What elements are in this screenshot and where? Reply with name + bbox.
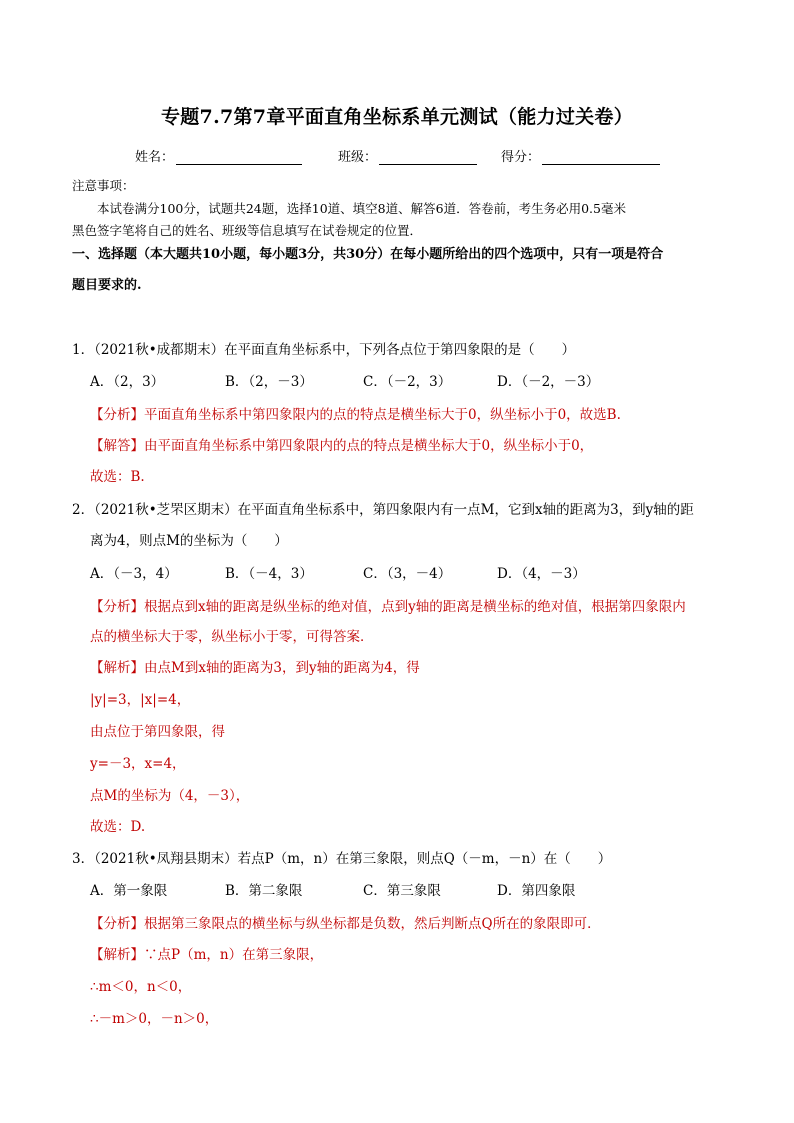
q1-conclusion: 故选：B.: [90, 469, 145, 485]
q2-option-b: B．（－4，3）: [225, 566, 313, 582]
class-blank: [379, 150, 477, 165]
q1-analysis: 【分析】平面直角坐标系中第四象限内的点的特点是横坐标大于0，纵坐标小于0，故选B.: [90, 407, 621, 423]
section-1-heading-line-2: 题目要求的.: [72, 278, 142, 293]
q1-option-a: A．（2，3）: [90, 374, 165, 390]
q2-answer-line-1: 【解析】由点M到x轴的距离为3，到y轴的距离为4，得: [90, 660, 420, 676]
q2-answer-line-3: 由点位于第四象限，得: [90, 724, 225, 740]
notice-heading: 注意事项：: [72, 178, 135, 193]
q3-option-a: A．第一象限: [90, 883, 168, 899]
q2-stem-line-1: 2．（2021秋•芝罘区期末）在平面直角坐标系中，第四象限内有一点M，它到x轴的距离为3，到y轴的距: [72, 502, 694, 518]
q3-option-b: B．第二象限: [225, 883, 303, 899]
q1-option-b: B．（2，－3）: [225, 374, 313, 390]
q2-answer-line-4: y=－3，x=4，: [90, 756, 186, 772]
page-title: 专题7.7第7章平面直角坐标系单元测试（能力过关卷）: [160, 106, 634, 128]
q2-stem-line-2: 离为4，则点M的坐标为（ ）: [90, 533, 288, 549]
q3-analysis: 【分析】根据第三象限点的横坐标与纵坐标都是负数，然后判断点Q所在的象限即可．: [90, 916, 601, 932]
section-1-heading-line-1: 一、选择题（本大题共10小题，每小题3分，共30分）在每小题所给出的四个选项中，只有一项是符合: [72, 247, 664, 262]
q3-answer-line-2: ∴m＜0，n＜0，: [90, 979, 192, 995]
q2-conclusion: 故选：D.: [90, 819, 146, 835]
class-field: [338, 146, 477, 165]
name-blank: [176, 150, 302, 165]
name-label: 姓名：: [135, 150, 175, 165]
q2-option-a: A．（－3，4）: [90, 566, 178, 582]
q3-stem: 3．（2021秋•凤翔县期末）若点P（m，n）在第三象限，则点Q（－m，－n）在（ ）: [72, 851, 612, 867]
score-blank: [542, 150, 660, 165]
q3-option-c: C．第三象限: [363, 883, 441, 899]
score-label: 得分：: [501, 150, 541, 165]
q1-option-d: D．（－2，－3）: [497, 374, 600, 390]
q2-analysis-line-2: 点的横坐标大于零，纵坐标小于零，可得答案．: [90, 629, 374, 645]
notice-line-1: 本试卷满分100分，试题共24题，选择10道、填空8道、解答6道．答卷前，考生务必用0.5毫米: [97, 201, 626, 216]
q2-answer-line-5: 点M的坐标为（4，－3），: [90, 788, 250, 804]
q2-option-d: D．（4，－3）: [497, 566, 586, 582]
q2-answer-line-2: |y|=3，|x|=4，: [90, 692, 191, 708]
q1-option-c: C．（－2，3）: [363, 374, 452, 390]
q2-analysis-line-1: 【分析】根据点到x轴的距离是纵坐标的绝对值，点到y轴的距离是横坐标的绝对值，根据第四象限内: [90, 599, 686, 615]
name-field: [135, 146, 302, 165]
q1-stem: 1．（2021秋•成都期末）在平面直角坐标系中，下列各点位于第四象限的是（ ）: [72, 342, 576, 358]
q3-option-d: D．第四象限: [497, 883, 576, 899]
notice-line-2: 黑色签字笔将自己的姓名、班级等信息填写在试卷规定的位置．: [72, 223, 423, 238]
class-label: 班级：: [338, 150, 378, 165]
q1-answer: 【解答】由平面直角坐标系中第四象限内的点的特点是横坐标大于0，纵坐标小于0，: [90, 438, 594, 454]
q3-answer-line-3: ∴－m＞0，－n＞0，: [90, 1011, 219, 1027]
q3-answer-line-1: 【解析】∵点P（m，n）在第三象限，: [90, 947, 324, 963]
score-field: [501, 146, 660, 165]
student-info-row: [135, 146, 675, 165]
q2-option-c: C．（3，－4）: [363, 566, 452, 582]
